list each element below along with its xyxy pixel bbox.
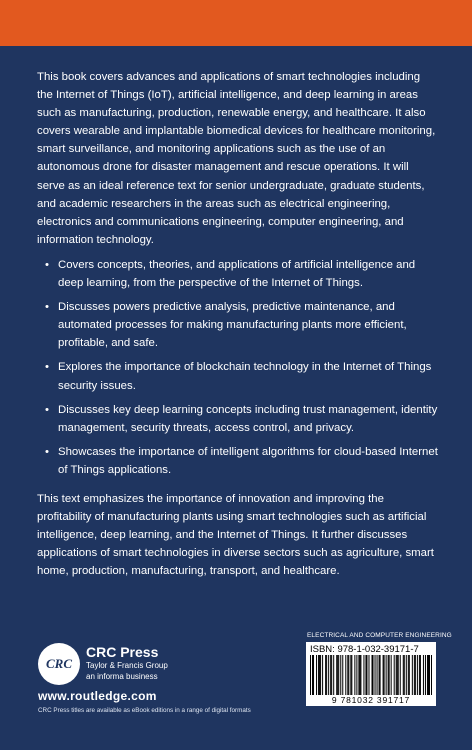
feature-text: Discusses powers predictive analysis, predictive maintenance, and automated processes for making manufacturing plants more efficient, profitable, and safe.: [58, 301, 407, 350]
feature-text: Covers concepts, theories, and applications of artificial intelligence and deep learning, from the perspective of the Internet of Things.: [58, 259, 416, 290]
feature-item: [45, 401, 440, 437]
barcode: [306, 642, 436, 706]
bullet-icon: •: [45, 259, 49, 271]
crc-logo: [38, 643, 80, 685]
publisher-name: CRC Press: [86, 644, 159, 660]
bullet-icon: •: [45, 361, 49, 374]
bullet-icon: •: [45, 445, 49, 458]
logo-text: CRC: [45, 656, 72, 671]
publisher-block: [86, 644, 168, 682]
feature-item: [45, 256, 440, 292]
feature-item: [45, 298, 440, 352]
feature-item: [45, 358, 440, 394]
publisher-business: an informa business: [86, 672, 158, 681]
publisher-website[interactable]: www.routledge.com: [38, 689, 157, 703]
subject-category: ELECTRICAL AND COMPUTER ENGINEERING: [307, 632, 452, 639]
feature-text: Explores the importance of blockchain technology in the Internet of Things security issues.: [58, 361, 432, 392]
feature-text: Discusses key deep learning concepts including trust management, identity management, security threats, access control, and privacy.: [58, 403, 438, 434]
ebook-note: CRC Press titles are available as eBook editions in a range of digital formats: [38, 707, 251, 714]
top-accent-bar: [0, 0, 472, 46]
isbn-label: ISBN: 978-1-032-39171-7: [310, 644, 419, 655]
feature-list: [45, 256, 440, 485]
bullet-icon: •: [45, 301, 49, 314]
intro-paragraph: This book covers advances and applications of smart technologies including the Internet of Things (IoT), artificial intelligence, and deep learning in areas such as manufacturing, production, renewable energy, and healthcare. It also covers wearable and implantable biomedical devices for healthcare monitoring, smart surveillance, and monitoring applications such as the use of an autonomous drone for disaster management and rescue operations. It will serve as an ideal reference text for senior undergraduate, graduate students, and academic researchers in the areas such as electrical engineering, electronics and communications engineering, computer engineering, and information technology.: [37, 71, 436, 246]
outro-paragraph: This text emphasizes the importance of innovation and improving the profitability of manufacturing plants using smart technologies such as artificial intelligence, deep learning, and the Internet of Things. It further discusses applications of smart technologies in diverse sectors such as agriculture, smart home, production, manufacturing, transport, and healthcare.: [37, 493, 434, 578]
publisher-group: Taylor & Francis Group: [86, 661, 168, 670]
barcode-digits: 9 781032 391717: [331, 695, 411, 705]
bullet-icon: •: [45, 403, 49, 416]
barcode-bars: [310, 655, 432, 695]
feature-text: Showcases the importance of intelligent algorithms for cloud-based Internet of Things applications.: [58, 445, 438, 476]
feature-item: [45, 443, 440, 479]
